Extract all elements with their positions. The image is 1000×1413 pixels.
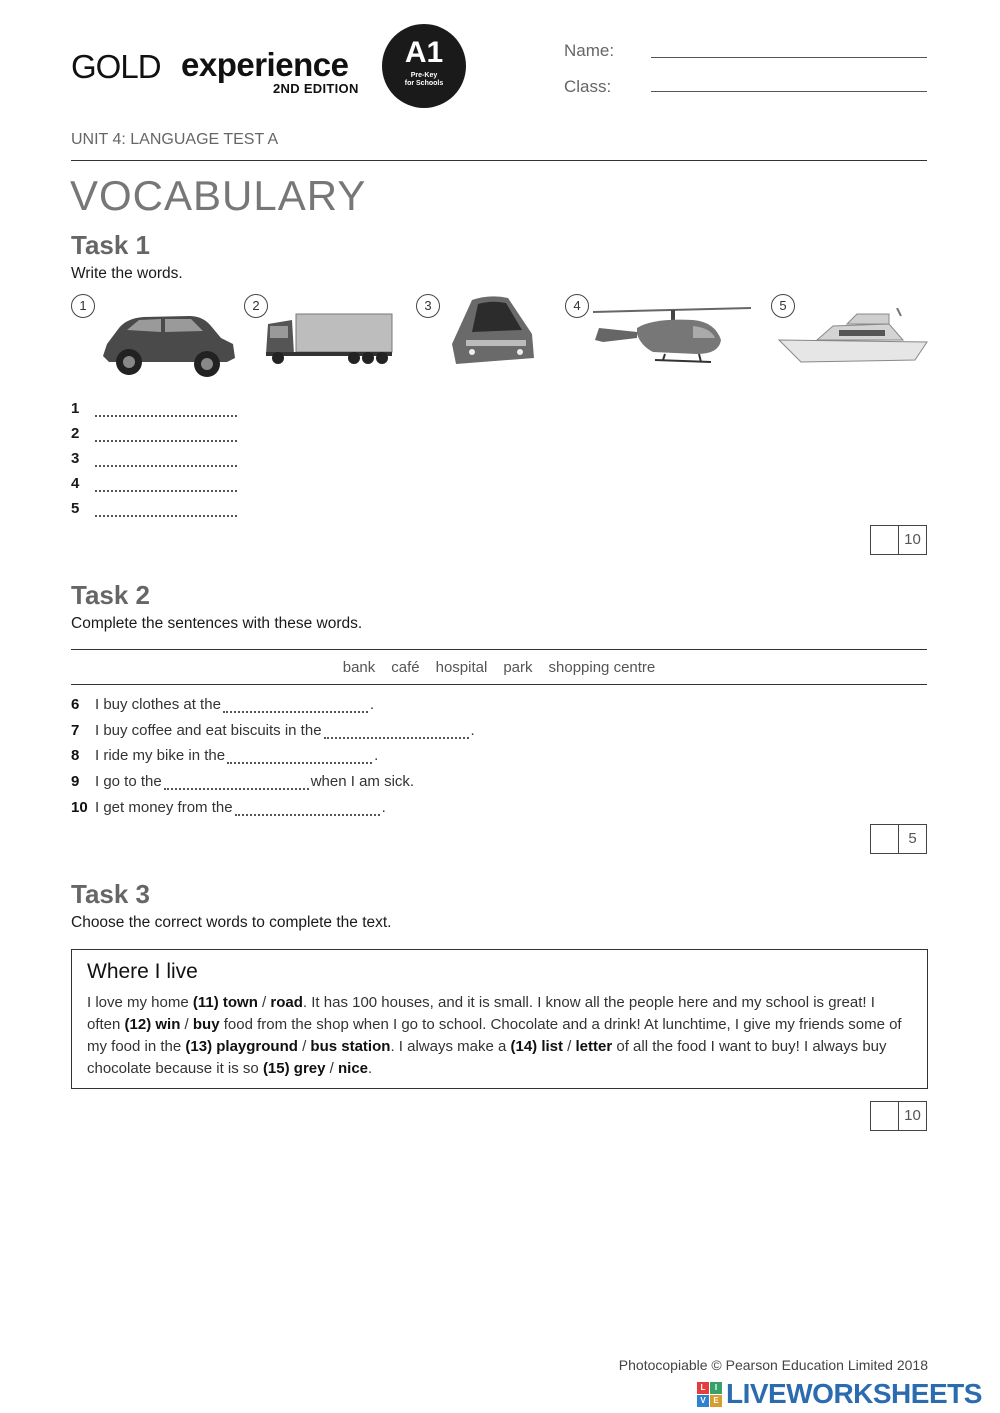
icon-letter: L [697, 1382, 709, 1394]
sentence-7-input[interactable] [324, 725, 469, 739]
liveworksheets-logo[interactable] [697, 1378, 982, 1410]
answer-number: 2 [71, 425, 80, 442]
choice-separator: / [257, 994, 271, 1011]
header-divider [71, 160, 927, 161]
answer-5-input[interactable] [95, 503, 237, 517]
answer-row [71, 425, 237, 442]
choice-11a[interactable]: (11) town [192, 994, 258, 1011]
word-bank-item: hospital [435, 658, 488, 676]
picture-5 [771, 294, 931, 384]
answer-1-input[interactable] [95, 403, 237, 417]
sentence-end: . [381, 799, 386, 816]
gold-experience-logo [71, 46, 371, 106]
word-bank-item: park [503, 658, 533, 676]
task1-score-box [870, 525, 927, 555]
picture-1 [71, 294, 241, 384]
sentence-9-input[interactable] [164, 776, 309, 790]
answer-row [71, 450, 237, 467]
task3-title: Task 3 [71, 879, 151, 909]
sentence-number: 7 [71, 722, 80, 739]
choice-13b[interactable]: bus station [310, 1038, 391, 1055]
reading-title: Where I live [87, 960, 198, 983]
sentence-row [71, 773, 414, 790]
score-blank [871, 825, 899, 853]
picture-3 [416, 294, 546, 384]
choice-12a[interactable]: (12) win [124, 1016, 181, 1033]
icon-letter: V [697, 1395, 709, 1407]
sentence-text: I get money from the [95, 799, 233, 816]
answer-number: 5 [71, 500, 80, 517]
logo-experience: experience [181, 46, 349, 83]
train-icon [442, 294, 538, 368]
choice-separator: / [297, 1038, 311, 1055]
choice-13a[interactable]: (13) playground [185, 1038, 298, 1055]
truck-icon [264, 308, 394, 368]
task2-score-box [870, 824, 927, 854]
sentence-row [71, 747, 378, 764]
sentence-8-input[interactable] [227, 750, 372, 764]
icon-letter: E [710, 1395, 722, 1407]
sentence-end: . [374, 747, 379, 764]
word-bank-item: bank [342, 658, 376, 676]
answer-number: 4 [71, 475, 80, 492]
picture-number: 2 [244, 294, 268, 318]
unit-heading: UNIT 4: LANGUAGE TEST A [71, 131, 279, 148]
sentence-text: I buy clothes at the [95, 696, 221, 713]
answer-4-input[interactable] [95, 478, 237, 492]
picture-number: 3 [416, 294, 440, 318]
text-segment: I love my home [87, 994, 193, 1011]
answer-number: 3 [71, 450, 80, 467]
level-badge [382, 24, 466, 108]
score-blank [871, 526, 899, 554]
sentence-row [71, 799, 386, 816]
sentence-end: . [470, 722, 475, 739]
task2-instruction: Complete the sentences with these words. [71, 615, 363, 632]
sentence-end: . [369, 696, 375, 713]
answer-row [71, 400, 237, 417]
name-label: Name: [564, 41, 615, 60]
task1-title: Task 1 [71, 230, 151, 260]
picture-2 [244, 294, 394, 384]
score-total: 5 [908, 830, 917, 847]
task3-instruction: Choose the correct words to complete the text. [71, 914, 392, 931]
picture-4 [565, 294, 755, 384]
answer-row [71, 475, 237, 492]
badge-level: A1 [404, 36, 444, 69]
copyright-notice: Photocopiable © Pearson Education Limited 2018 [618, 1357, 928, 1373]
choice-separator: / [563, 1038, 576, 1055]
logo-gold: GOLD [71, 48, 161, 85]
picture-number: 5 [771, 294, 795, 318]
choice-separator: / [180, 1016, 193, 1033]
choice-15b[interactable]: nice [337, 1060, 368, 1077]
text-segment: of all the food I want to buy! I always buy chocolate because it is so [87, 1038, 887, 1077]
sentence-6-input[interactable] [223, 699, 368, 713]
reading-text-box [71, 949, 928, 1089]
logo-edition: 2ND EDITION [273, 81, 359, 96]
text-segment: . [368, 1060, 373, 1077]
liveworksheets-brand: LIVEWORKSHEETS [726, 1378, 982, 1409]
task2-title: Task 2 [71, 580, 151, 610]
sentence-end: when I am sick. [310, 773, 415, 790]
class-field[interactable] [651, 91, 927, 92]
badge-sub-1: Pre-Key [410, 72, 438, 79]
text-segment: . It has 100 houses, and it is small. I know all the people here and my school is great! I often [87, 994, 875, 1033]
sentence-number: 10 [71, 799, 88, 816]
choice-15a[interactable]: (15) grey [262, 1060, 326, 1077]
section-title: VOCABULARY [70, 172, 367, 219]
sentence-number: 9 [71, 773, 80, 790]
sentence-row [71, 696, 374, 713]
sentence-text: I ride my bike in the [95, 747, 226, 764]
picture-number: 4 [565, 294, 589, 318]
choice-11b[interactable]: road [270, 994, 303, 1011]
score-total: 10 [904, 1107, 921, 1124]
score-total: 10 [904, 531, 921, 548]
task1-instruction: Write the words. [71, 265, 183, 282]
choice-separator: / [325, 1060, 338, 1077]
sentence-number: 6 [71, 696, 80, 713]
answer-2-input[interactable] [95, 428, 237, 442]
boat-icon [777, 308, 929, 368]
sentence-text: I go to the [95, 773, 162, 790]
sentence-text: I buy coffee and eat biscuits in the [95, 722, 322, 739]
name-field[interactable] [651, 57, 927, 58]
icon-letter: I [710, 1382, 722, 1394]
word-bank [71, 649, 927, 685]
answer-row [71, 500, 237, 517]
task3-score-box [870, 1101, 927, 1131]
car-icon [99, 304, 239, 382]
sentence-number: 8 [71, 747, 80, 764]
answer-number: 1 [71, 400, 80, 417]
score-blank [871, 1102, 899, 1130]
word-bank-item: café [391, 658, 420, 676]
sentence-10-input[interactable] [235, 802, 380, 816]
class-label: Class: [564, 77, 612, 96]
liveworksheets-icon [697, 1382, 722, 1407]
choice-12b[interactable]: buy [192, 1016, 220, 1033]
badge-sub-2: for Schools [404, 80, 444, 87]
choice-14b[interactable]: letter [575, 1038, 613, 1055]
helicopter-icon [593, 304, 753, 374]
answer-3-input[interactable] [95, 453, 237, 467]
choice-14a[interactable]: (14) list [510, 1038, 563, 1055]
word-bank-item: shopping centre [548, 658, 656, 676]
reading-body [87, 992, 912, 1080]
text-segment: food from the shop when I go to school. Chocolate and a drink! At lunchtime, I give my friends some of my food in the [87, 1016, 902, 1055]
sentence-row [71, 722, 475, 739]
picture-number: 1 [71, 294, 95, 318]
text-segment: . I always make a [390, 1038, 511, 1055]
